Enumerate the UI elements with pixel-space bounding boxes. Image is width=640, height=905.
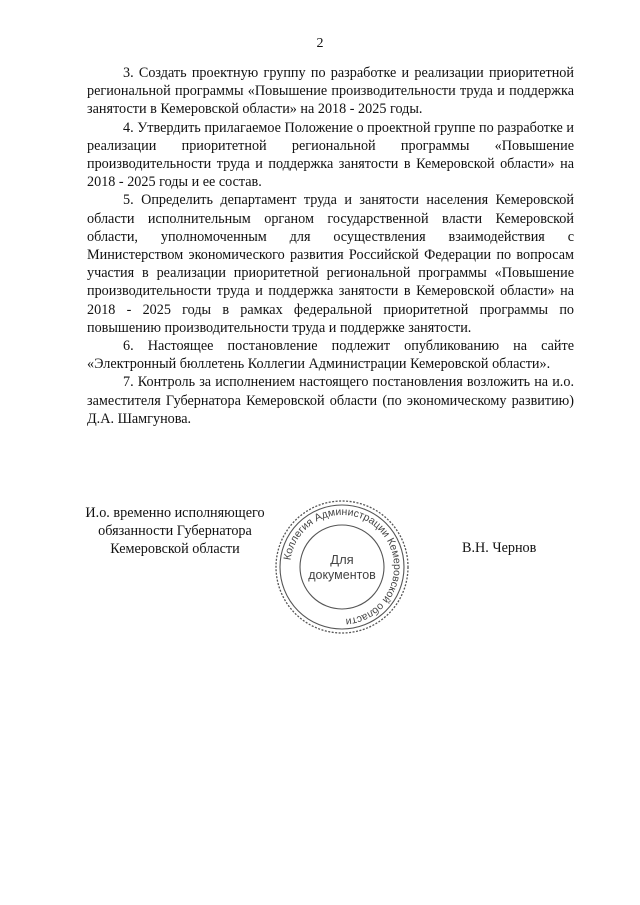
document-body: [87, 64, 574, 428]
signatory-title-line-1: И.о. временно исполняющего: [85, 505, 265, 521]
paragraph-5: 5. Определить департамент труда и занятости населения Кемеровской области исполнительным органом государственной власти Кемеровской области, уполномоченным для осуществления взаимодействия с Министерством экономического развития Российской Федерации по вопросам участия в реализации приоритетной региональной программы «Повышение производительности труда и поддержка занятости в Кемеровской области» на 2018 - 2025 годы в рамках федеральной приоритетной программы по повышению производительности труда и поддержке занятости.: [87, 192, 574, 336]
signatory-title-line-2: обязанности Губернатора: [98, 523, 252, 540]
paragraph-6: 6. Настоящее постановление подлежит опубликованию на сайте «Электронный бюллетень Коллегии Администрации Кемеровской области».: [87, 338, 574, 373]
page-number: 2: [316, 36, 324, 51]
seal-ring-text: Коллегия Администрации Кемеровской области: [281, 505, 404, 628]
seal-graphic: [273, 498, 411, 636]
official-seal: [273, 498, 411, 636]
signature-block: [0, 498, 640, 638]
signatory-name: В.Н. Чернов: [462, 540, 537, 556]
signatory-title-line-3: Кемеровской области: [110, 541, 240, 558]
paragraph-3: 3. Создать проектную группу по разработке и реализации приоритетной региональной программы «Повышение производительности труда и поддержка занятости в Кемеровской области» на 2018 - 2025 годы.: [87, 65, 574, 118]
paragraph-7: 7. Контроль за исполнением настоящего постановления возложить на и.о. заместителя Губернатора Кемеровской области (по экономическому развитию) Д.А. Шамгунова.: [87, 374, 574, 427]
seal-center-line-1: Для: [330, 552, 354, 567]
seal-center-line-2: документов: [308, 568, 376, 582]
signatory-title: [80, 504, 270, 559]
paragraph-4: 4. Утвердить прилагаемое Положение о проектной группе по разработке и реализации приоритетной региональной программы «Повышение производительности труда и поддержка занятости в Кемеровской области» на 2018 - 2025 годы и ее состав.: [87, 119, 574, 191]
